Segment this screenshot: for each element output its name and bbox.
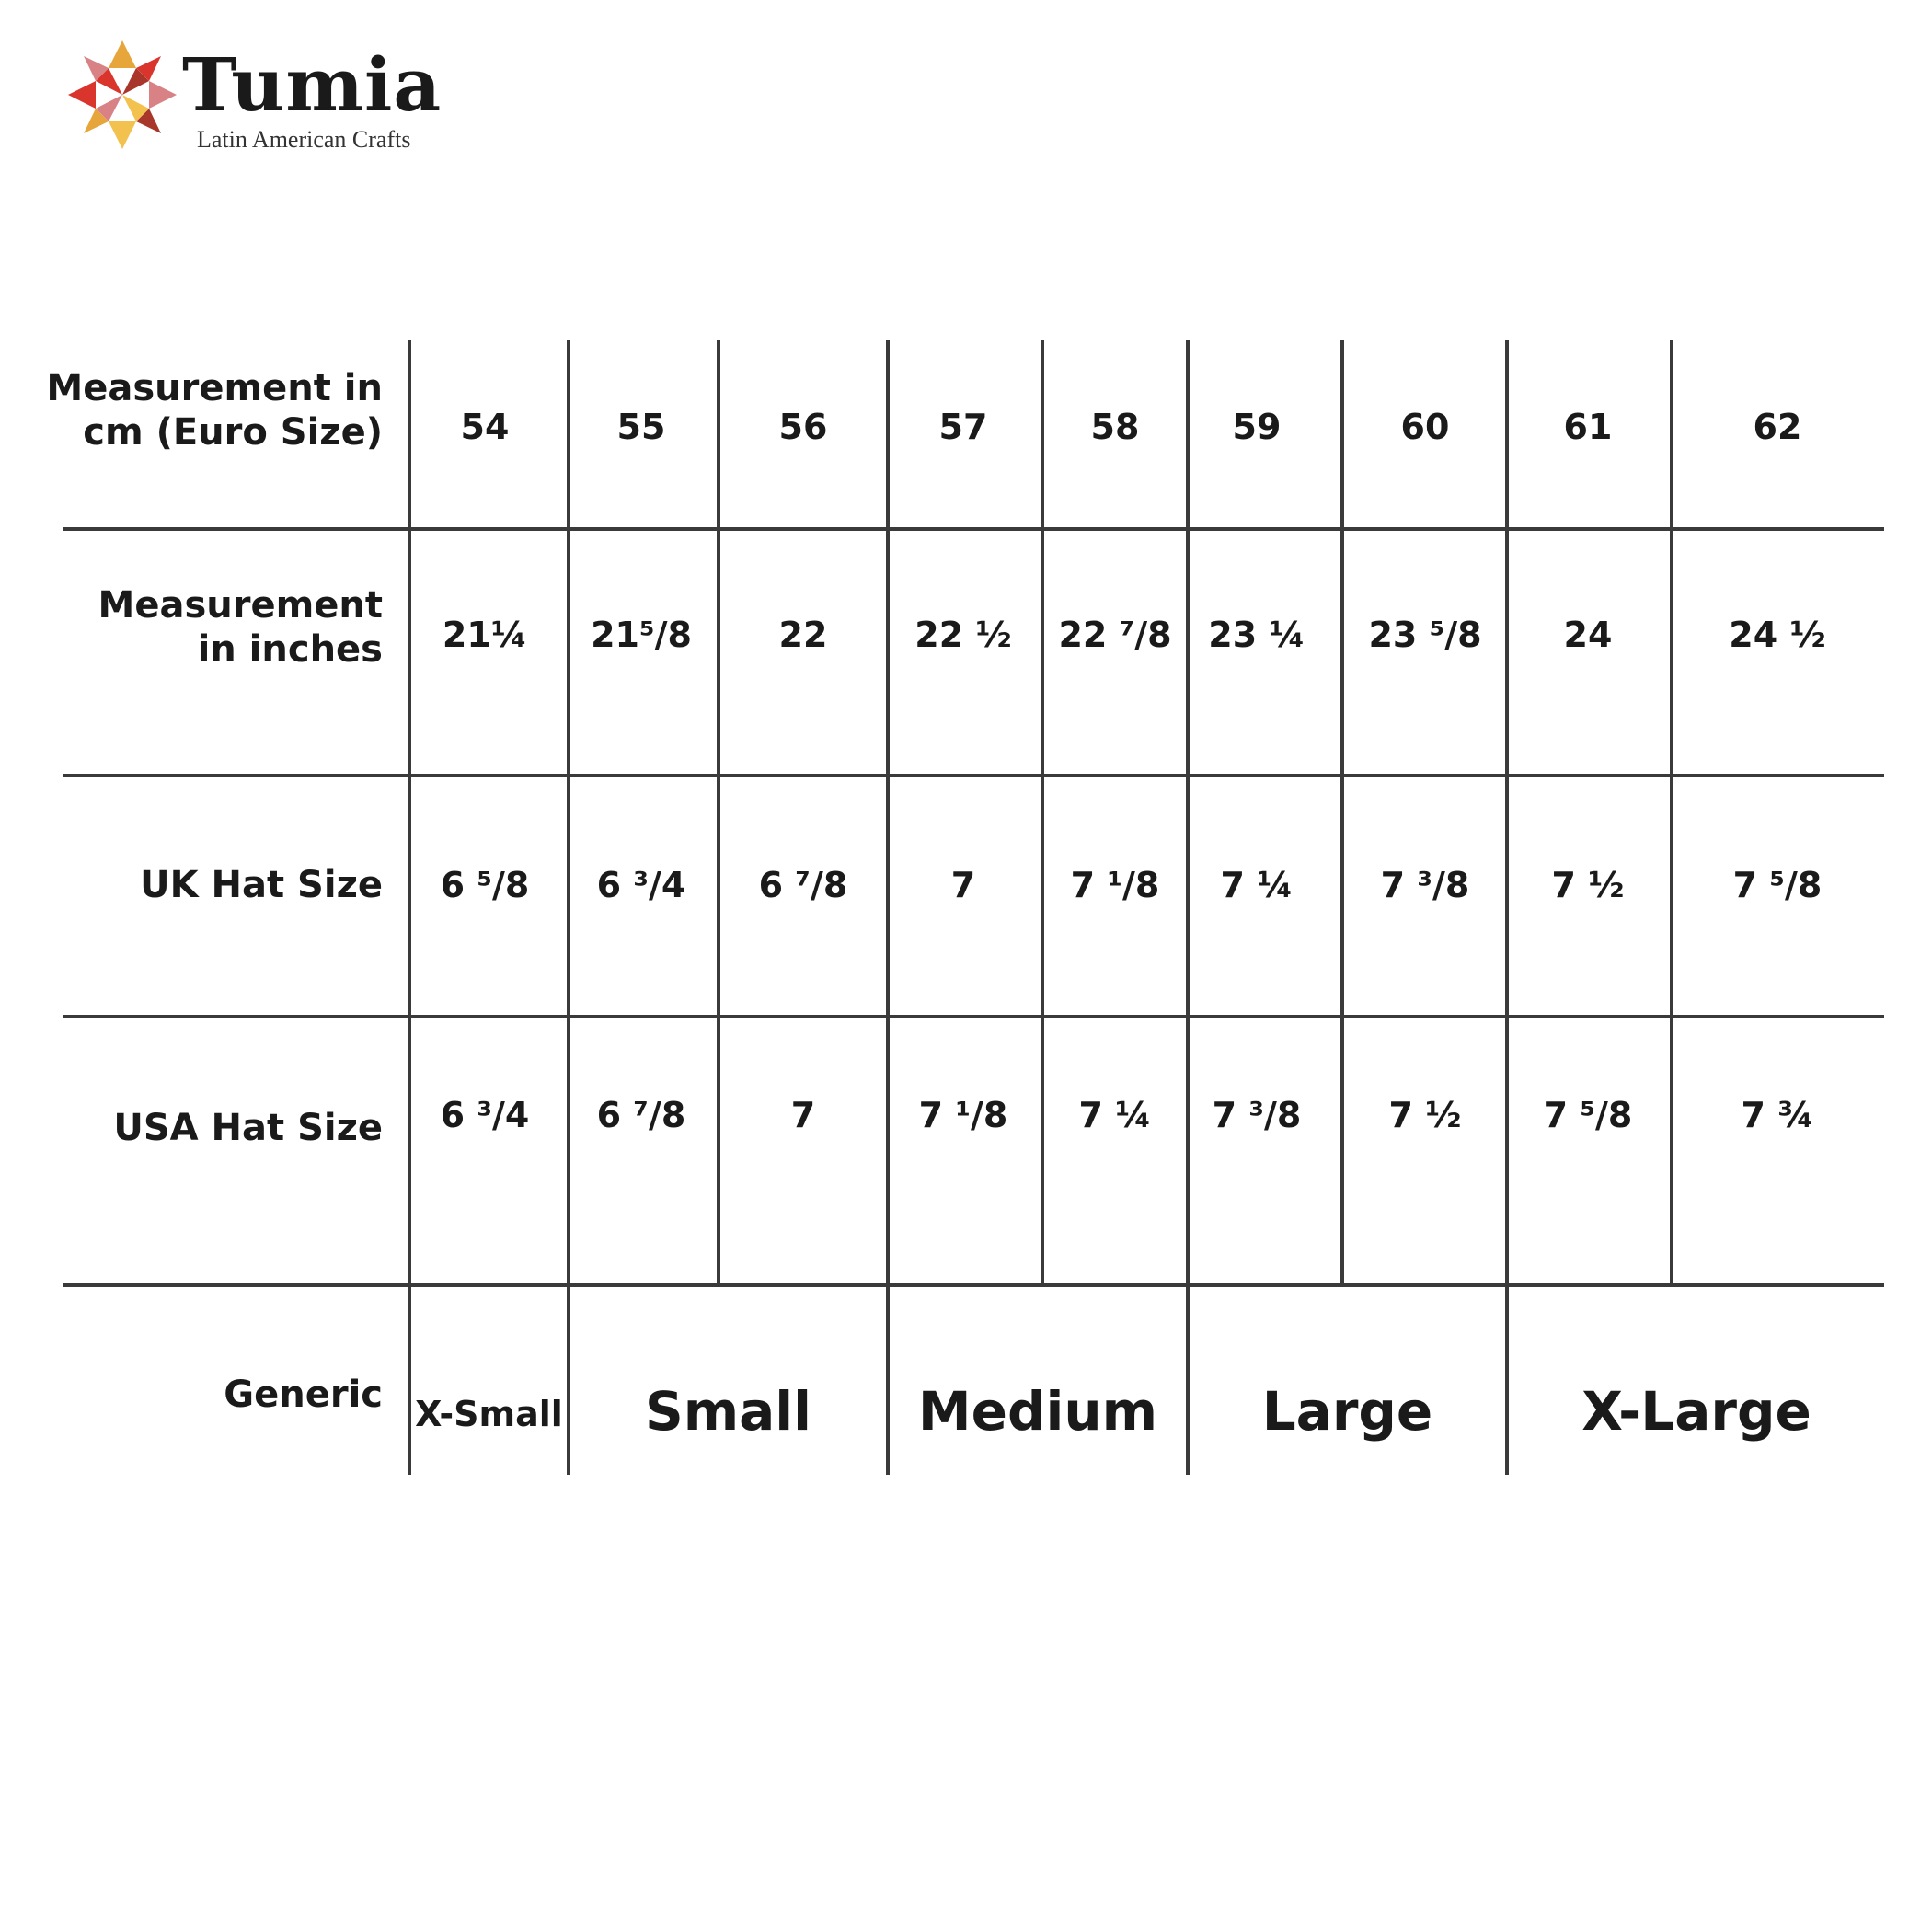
size-cell: 23 ⁵/8 <box>1368 615 1482 655</box>
generic-size-x-small: X-Small <box>415 1394 563 1434</box>
generic-size-x-large: X-Large <box>1581 1380 1811 1443</box>
size-cell: 22 ½ <box>914 615 1012 655</box>
grid-line <box>63 1283 1884 1287</box>
size-cell: 7 ³/8 <box>1212 1095 1302 1135</box>
grid-line <box>408 340 411 1475</box>
grid-line <box>1505 340 1509 1475</box>
size-cell: 6 ³/4 <box>596 865 686 905</box>
star-logo-icon <box>68 40 177 149</box>
size-cell: 24 ½ <box>1729 615 1826 655</box>
size-cell: 7 <box>790 1095 816 1135</box>
size-cell: 6 ⁷/8 <box>596 1095 686 1135</box>
size-cell: 6 ³/4 <box>440 1095 530 1135</box>
generic-size-large: Large <box>1261 1380 1433 1443</box>
size-cell: 57 <box>938 407 988 447</box>
row-label-usa: USA Hat Size <box>113 1107 383 1149</box>
size-cell: 54 <box>460 407 510 447</box>
size-cell: 7 ¹/8 <box>1070 865 1160 905</box>
size-cell: 55 <box>616 407 666 447</box>
grid-line <box>63 1015 1884 1018</box>
size-cell: 7 ⁵/8 <box>1732 865 1823 905</box>
size-cell: 56 <box>778 407 828 447</box>
size-cell: 7 ⁵/8 <box>1543 1095 1633 1135</box>
size-cell: 7 ¼ <box>1220 865 1294 905</box>
row-label-uk: UK Hat Size <box>140 864 383 906</box>
generic-size-medium: Medium <box>917 1380 1158 1443</box>
size-cell: 7 ½ <box>1551 865 1625 905</box>
size-cell: 7 ³/8 <box>1380 865 1470 905</box>
size-cell: 22 ⁷/8 <box>1058 615 1172 655</box>
row-label-cm: Measurement in cm (Euro Size) <box>46 367 383 454</box>
brand-logo <box>68 40 454 160</box>
size-cell: 21¼ <box>442 615 528 655</box>
size-cell: 60 <box>1400 407 1450 447</box>
size-cell: 61 <box>1563 407 1613 447</box>
size-cell: 7 ½ <box>1388 1095 1462 1135</box>
generic-size-small: Small <box>644 1380 812 1443</box>
grid-line <box>886 340 890 1475</box>
size-cell: 21⁵/8 <box>591 615 692 655</box>
brand-name: Tumia <box>182 41 443 128</box>
brand-tagline: Latin American Crafts <box>197 126 411 153</box>
size-cell: 22 <box>778 615 828 655</box>
row-label-generic: Generic <box>224 1374 383 1416</box>
row-label-inches: Measurement in inches <box>98 584 383 671</box>
size-cell: 59 <box>1232 407 1282 447</box>
grid-line <box>1340 340 1344 1287</box>
grid-line <box>1041 340 1044 1287</box>
size-cell: 7 <box>950 865 976 905</box>
size-cell: 6 ⁵/8 <box>440 865 530 905</box>
grid-line <box>63 527 1884 531</box>
size-cell: 7 ¹/8 <box>918 1095 1008 1135</box>
size-cell: 7 ¼ <box>1078 1095 1152 1135</box>
grid-line <box>567 340 570 1475</box>
size-cell: 24 <box>1563 615 1613 655</box>
grid-line <box>1186 340 1190 1475</box>
size-cell: 62 <box>1753 407 1802 447</box>
grid-line <box>63 774 1884 777</box>
size-cell: 23 ¼ <box>1208 615 1305 655</box>
size-cell: 6 ⁷/8 <box>758 865 848 905</box>
size-cell: 58 <box>1090 407 1140 447</box>
grid-line <box>1670 340 1673 1287</box>
grid-line <box>717 340 720 1287</box>
size-cell: 7 ¾ <box>1741 1095 1814 1135</box>
